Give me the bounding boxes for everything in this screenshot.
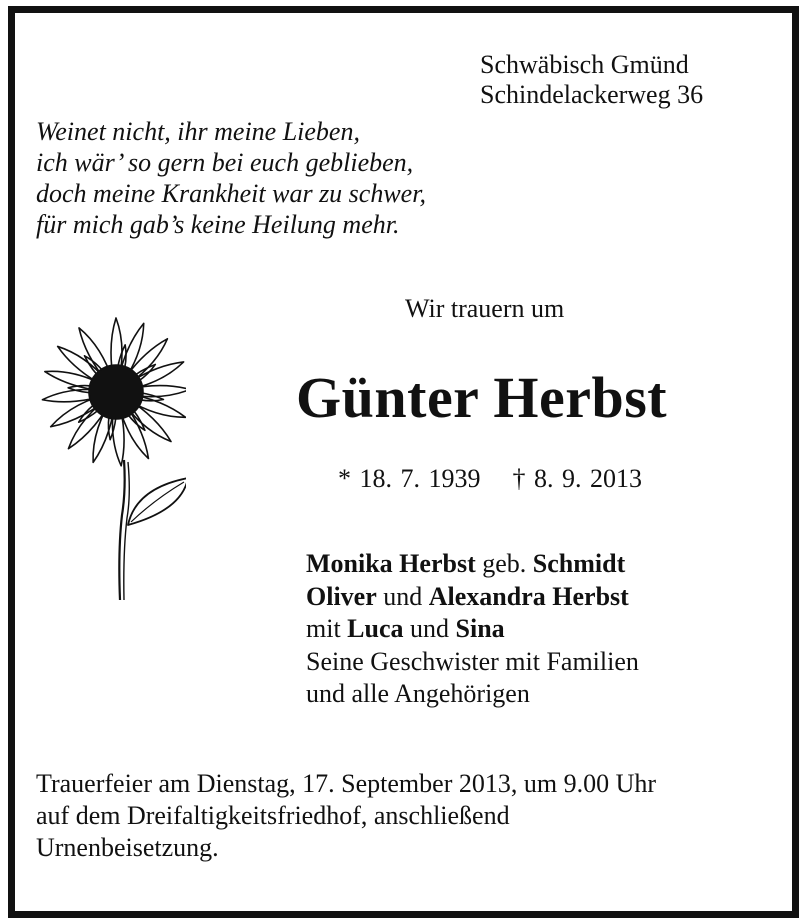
- service-line: Trauerfeier am Dienstag, 17. September 2013, um 9.00 Uhr: [36, 769, 657, 798]
- service-line: Urnenbeisetzung.: [36, 833, 219, 862]
- mourners-block: [306, 548, 639, 711]
- mourner-line: und alle Angehörigen: [306, 679, 530, 708]
- address-street: Schindelackerweg 36: [480, 80, 704, 109]
- birth-date: * 18. 7. 1939: [338, 464, 481, 493]
- address-block: [480, 50, 703, 110]
- mourner-line: Seine Geschwister mit Familien: [306, 646, 639, 676]
- funeral-service-info: [36, 768, 656, 864]
- life-dates: [338, 464, 642, 494]
- address-city: Schwäbisch Gmünd: [480, 50, 689, 79]
- service-line: auf dem Dreifaltigkeitsfriedhof, anschließend: [36, 801, 510, 830]
- poem-block: [36, 116, 426, 240]
- mourner-line: Oliver und Alexandra Herbst: [306, 581, 629, 611]
- mourner-line: Monika Herbst geb. Schmidt: [306, 549, 626, 578]
- mourning-intro: Wir trauern um: [405, 294, 565, 323]
- poem-line: für mich gab’s keine Heilung mehr.: [36, 210, 400, 239]
- poem-line: ich wär’ so gern bei euch geblieben,: [36, 148, 414, 177]
- poem-line: doch meine Krankheit war zu schwer,: [36, 179, 426, 208]
- deceased-name: Günter Herbst: [296, 365, 668, 430]
- poem-line: Weinet nicht, ihr meine Lieben,: [36, 117, 360, 146]
- sunflower-icon: [36, 310, 186, 610]
- mourner-line: mit Luca und Sina: [306, 614, 505, 643]
- death-date: † 8. 9. 2013: [512, 464, 642, 493]
